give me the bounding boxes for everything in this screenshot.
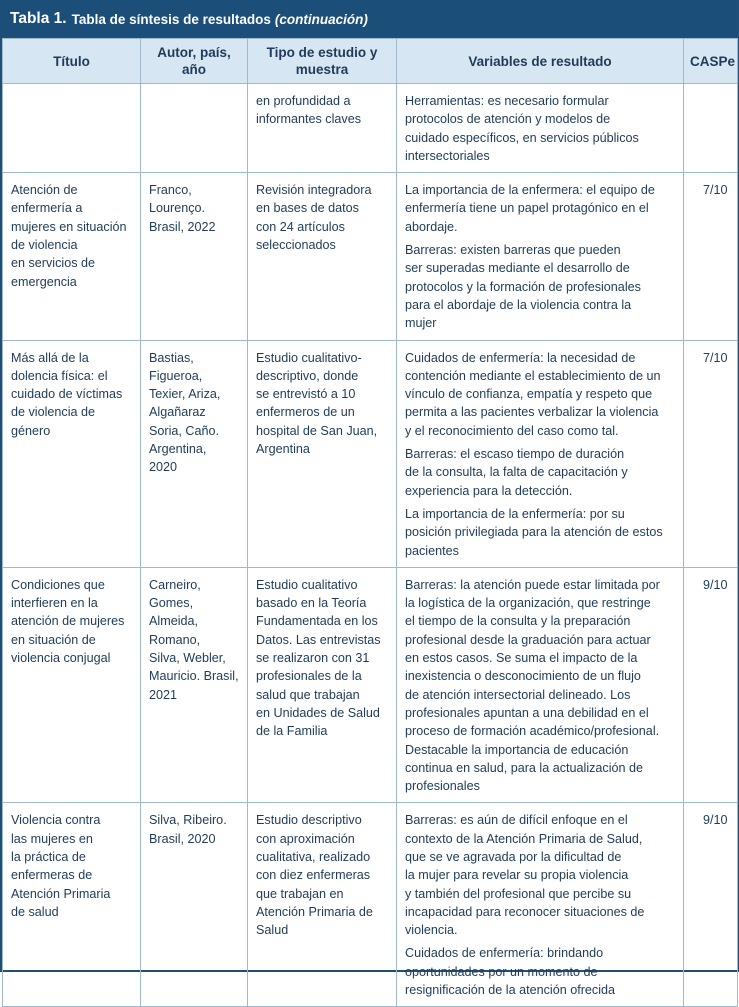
tipo-line: en Unidades de Salud (256, 705, 380, 720)
tipo-line: descriptivo, donde (256, 368, 359, 383)
cell-titulo (3, 84, 141, 173)
table-body (3, 84, 738, 1007)
autor-line: 2021 (149, 687, 178, 702)
variables-paragraph (405, 811, 675, 939)
tipo-line: con 24 artículos (256, 219, 345, 234)
cell-titulo (3, 173, 141, 340)
tipo-line: en bases de datos (256, 201, 359, 216)
tipo-line: se entrevistó a 10 (256, 387, 356, 402)
cell-autor (141, 173, 248, 340)
header-label-line: Tipo de estudio y (266, 45, 378, 60)
tipo-line: hospital de San Juan, (256, 423, 378, 438)
titulo-line: las mujeres en (11, 831, 93, 846)
header-titulo (3, 39, 141, 84)
variables-paragraph (405, 181, 675, 236)
table-row (3, 567, 738, 803)
variables-paragraph (405, 576, 675, 796)
variables-line: que se ve agravada por la dificultad de (405, 849, 622, 864)
variables-line: Barreras: es aún de difícil enfoque en el (405, 813, 628, 828)
cell-variables (397, 84, 684, 173)
tipo-line: Estudio cualitativo (256, 577, 358, 592)
titulo-line: en situación de (11, 632, 96, 647)
cell-titulo (3, 803, 141, 1007)
titulo-line: mujeres en situación (11, 219, 127, 234)
tipo-line: que trabajan en (256, 886, 344, 901)
autor-line: Argentina, (149, 442, 207, 457)
caspe-score: 9/10 (702, 577, 728, 592)
cell-tipo-estudio (248, 84, 397, 173)
cell-titulo (3, 567, 141, 803)
titulo-line: enfermería a (11, 201, 83, 216)
tipo-line: informantes claves (256, 112, 361, 127)
cell-tipo-estudio (248, 803, 397, 1007)
autor-line: Gomes, (149, 596, 194, 611)
header-autor (141, 39, 248, 84)
variables-paragraph (405, 349, 675, 440)
titulo-line: en servicios de (11, 256, 95, 271)
autor-line: Texier, Ariza, (149, 387, 221, 402)
cell-tipo-estudio (248, 173, 397, 340)
cell-caspe (684, 173, 738, 340)
variables-line: oportunidades por un momento de (405, 964, 598, 979)
variables-line: el tiempo de la consulta y la preparación (405, 614, 631, 629)
autor-line: Franco, (149, 183, 192, 198)
variables-line: La importancia de la enfermería: por su (405, 506, 625, 521)
variables-line: inexistencia o desconocimiento de un flujo (405, 669, 641, 684)
variables-line: contexto de la Atención Primaria de Salud, (405, 831, 643, 846)
results-table (2, 38, 738, 1007)
variables-line: resignificación de la atención ofrecida (405, 983, 616, 998)
autor-line: Lourenço. (149, 201, 206, 216)
variables-line: profesional desde la graduación para actuar (405, 632, 651, 647)
cell-variables (397, 340, 684, 567)
tipo-line: salud que trabajan (256, 687, 360, 702)
variables-line: violencia. (405, 923, 458, 938)
cell-caspe (684, 340, 738, 567)
variables-line: Barreras: la atención puede estar limitada por (405, 577, 660, 592)
tipo-line: Estudio descriptivo (256, 813, 362, 828)
variables-line: incapacidad para reconocer situaciones de (405, 904, 645, 919)
titulo-line: enfermeras de (11, 868, 93, 883)
variables-line: profesionales (405, 779, 480, 794)
header-tipo (248, 39, 397, 84)
table-row (3, 340, 738, 567)
tipo-line: con aproximación (256, 831, 355, 846)
autor-line: Almeida, (149, 614, 198, 629)
tipo-line: de la Familia (256, 724, 328, 739)
autor-line: Brasil, 2022 (149, 219, 216, 234)
tipo-line: cualitativa, realizado (256, 849, 371, 864)
titulo-line: de violencia de (11, 405, 96, 420)
cell-titulo (3, 340, 141, 567)
variables-line: mujer (405, 316, 437, 331)
titulo-line: cuidado de víctimas (11, 387, 123, 402)
variables-line: la logística de la organización, que restringe (405, 596, 651, 611)
tipo-line: Revisión integradora (256, 183, 372, 198)
cell-autor (141, 84, 248, 173)
header-label-line: CASPe (690, 53, 736, 69)
variables-line: de atención intersectorial delineado. Los (405, 687, 631, 702)
tipo-line: en profundidad a (256, 94, 351, 108)
variables-line: ser superadas mediante el desarrollo de (405, 261, 630, 276)
tipo-line: Salud (256, 923, 289, 938)
variables-line: experiencia para la detección. (405, 483, 573, 498)
titulo-line: Condiciones que (11, 577, 105, 592)
variables-line: permita a las pacientes verbalizar la violencia (405, 405, 659, 420)
caspe-score: 7/10 (702, 183, 728, 198)
header-caspe (684, 39, 738, 84)
header-variables (397, 39, 684, 84)
cell-autor (141, 803, 248, 1007)
variables-line: La importancia de la enfermera: el equipo de (405, 183, 655, 198)
tipo-line: Atención Primaria de (256, 904, 373, 919)
variables-line: en estos casos. Se suma el impacto de la (405, 651, 638, 666)
titulo-line: género (11, 423, 51, 438)
caspe-score: 9/10 (702, 813, 728, 828)
header-label-line: Variables de resultado (468, 53, 612, 69)
caption-number: Tabla 1. (10, 10, 67, 27)
tipo-line: se realizaron con 31 (256, 651, 370, 666)
tipo-line: basado en la Teoría (256, 596, 367, 611)
autor-line: Romano, (149, 632, 201, 647)
tipo-line: Datos. Las entrevistas (256, 632, 381, 647)
autor-line: Soria, Caño. (149, 423, 220, 438)
cell-variables (397, 803, 684, 1007)
titulo-line: Más allá de la (11, 350, 89, 365)
header-label-line: muestra (295, 62, 349, 77)
titulo-line: violencia conjugal (11, 651, 111, 666)
autor-line: Mauricio. Brasil, (149, 669, 239, 684)
variables-paragraph (405, 241, 675, 332)
autor-line: Figueroa, (149, 368, 203, 383)
tipo-line: Argentina (256, 442, 310, 457)
variables-line: vínculo de confianza, empatía y respeto que (405, 387, 653, 402)
variables-line: protocolos de atención y modelos de (405, 112, 611, 127)
titulo-line: atención de mujeres (11, 614, 125, 629)
variables-line: contención mediante el establecimiento de un (405, 368, 661, 383)
autor-line: Silva, Webler, (149, 651, 226, 666)
variables-line: continua en salud, para la actualización de (405, 760, 644, 775)
tipo-line: Fundamentada en los (256, 614, 378, 629)
titulo-line: de violencia (11, 238, 78, 253)
cell-variables (397, 567, 684, 803)
header-label-line: Título (53, 53, 90, 69)
tipo-line: Estudio cualitativo- (256, 350, 362, 365)
autor-line: 2020 (149, 460, 178, 475)
table-row (3, 173, 738, 340)
tipo-line: enfermeros de un (256, 405, 355, 420)
cell-autor (141, 340, 248, 567)
titulo-line: dolencia física: el (11, 368, 108, 383)
titulo-line: Violencia contra (11, 813, 101, 828)
variables-line: la mujer para revelar su propia violencia (405, 868, 629, 883)
autor-line: Bastias, (149, 350, 194, 365)
cell-tipo-estudio (248, 567, 397, 803)
caspe-score: 7/10 (702, 350, 728, 365)
autor-line: Silva, Ribeiro. (149, 813, 227, 828)
variables-line: Cuidados de enfermería: la necesidad de (405, 350, 636, 365)
variables-line: para el abordaje de la violencia contra la (405, 297, 632, 312)
titulo-line: interfieren en la (11, 596, 98, 611)
variables-line: pacientes (405, 543, 459, 558)
cell-caspe (684, 84, 738, 173)
autor-line: Algañaraz (149, 405, 206, 420)
variables-line: enfermería tiene un papel protagónico en el (405, 201, 649, 216)
tipo-line: seleccionados (256, 238, 336, 253)
variables-line: profesionales apuntan a una debilidad en el (405, 705, 649, 720)
variables-paragraph (405, 92, 675, 165)
titulo-line: de salud (11, 904, 59, 919)
cell-autor (141, 567, 248, 803)
table-row (3, 84, 738, 173)
header-label-line: año (181, 62, 206, 77)
variables-paragraph (405, 445, 675, 500)
table-row (3, 803, 738, 1007)
header-label-line: Autor, país, (157, 45, 231, 60)
autor-line: Brasil, 2020 (149, 831, 216, 846)
cell-caspe (684, 803, 738, 1007)
variables-line: Cuidados de enfermería: brindando (405, 946, 604, 961)
variables-line: intersectoriales (405, 148, 490, 163)
cell-variables (397, 173, 684, 340)
variables-line: Herramientas: es necesario formular (405, 94, 609, 108)
variables-line: abordaje. (405, 219, 458, 234)
variables-line: Barreras: el escaso tiempo de duración (405, 447, 625, 462)
titulo-line: Atención Primaria (11, 886, 111, 901)
tipo-line: profesionales de la (256, 669, 362, 684)
variables-line: posición privilegiada para la atención de estos (405, 525, 663, 540)
tipo-line: con diez enfermeras (256, 868, 371, 883)
titulo-line: la práctica de (11, 849, 86, 864)
titulo-line: Atención de (11, 183, 78, 198)
variables-line: y también del profesional que percibe su (405, 886, 632, 901)
cell-tipo-estudio (248, 340, 397, 567)
cell-caspe (684, 567, 738, 803)
variables-line: Barreras: existen barreras que pueden (405, 243, 621, 258)
variables-paragraph (405, 505, 675, 560)
variables-line: cuidado específicos, en servicios públicos (405, 130, 639, 145)
variables-line: de la consulta, la falta de capacitación y (405, 465, 628, 480)
caption-title: Tabla de síntesis de resultados (71, 11, 271, 27)
variables-line: Destacable la importancia de educación (405, 742, 629, 757)
autor-line: Carneiro, (149, 577, 201, 592)
table-caption (2, 0, 737, 38)
variables-line: proceso de formación académico/profesional. (405, 724, 660, 739)
variables-line: protocolos y la formación de profesionales (405, 279, 641, 294)
variables-line: y el reconocimiento del caso como tal. (405, 423, 619, 438)
titulo-line: emergencia (11, 274, 77, 289)
table-header-row (3, 39, 738, 84)
caption-continuation: (continuación) (274, 11, 368, 27)
